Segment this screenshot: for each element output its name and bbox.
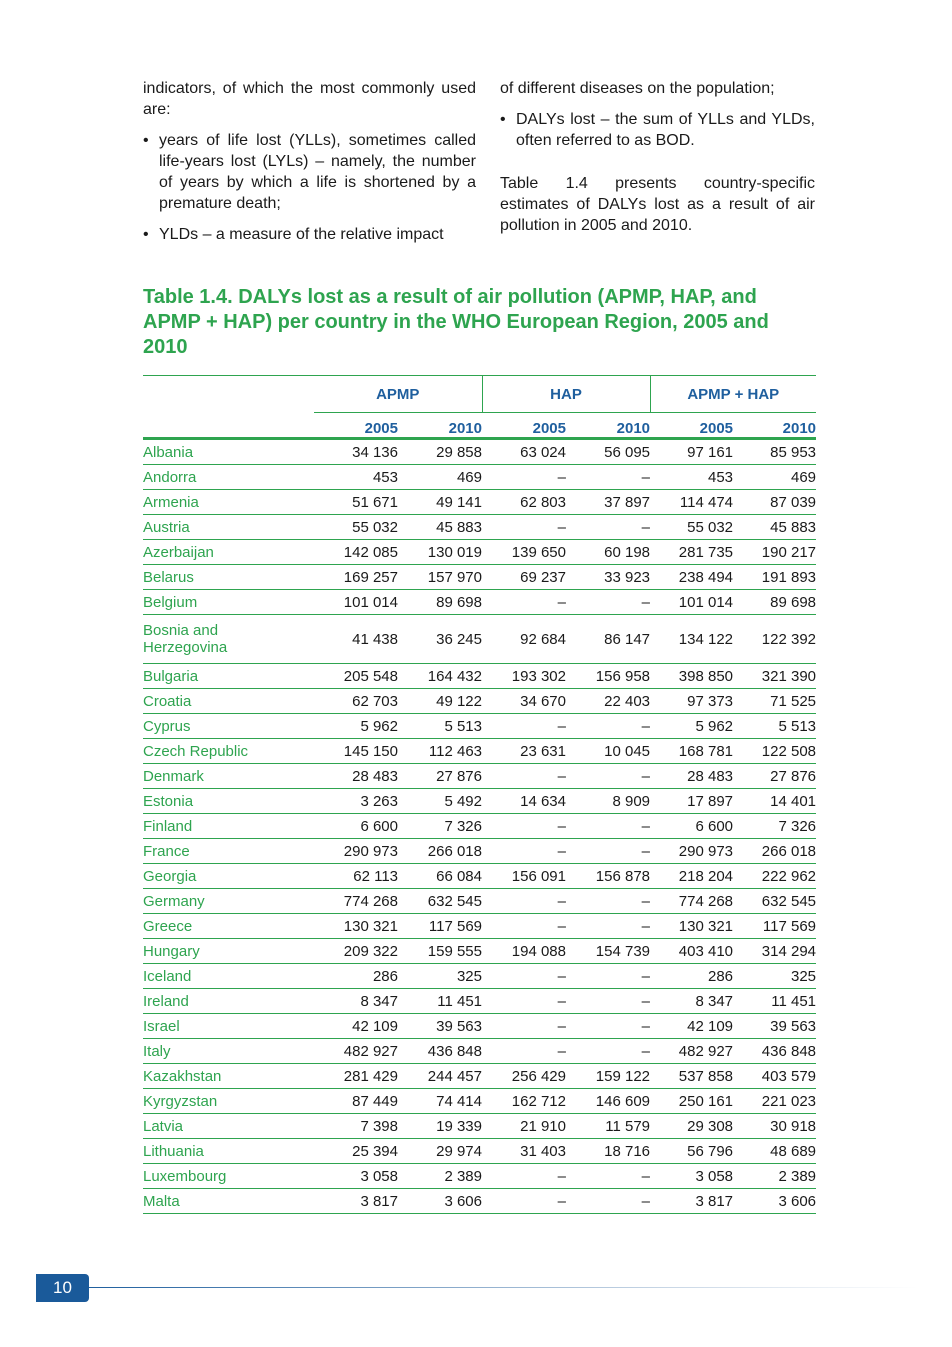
value-cell: – (566, 839, 650, 864)
value-cell: 191 893 (733, 565, 816, 590)
value-cell: 3 263 (314, 789, 398, 814)
table-row (143, 1039, 816, 1064)
value-cell: 11 451 (733, 989, 816, 1014)
year-header-row (143, 413, 816, 439)
value-cell: 19 339 (398, 1114, 482, 1139)
value-cell: 7 326 (733, 814, 816, 839)
value-cell: – (566, 989, 650, 1014)
country-cell: Belgium (143, 590, 314, 615)
value-cell: – (482, 590, 566, 615)
country-cell: Germany (143, 889, 314, 914)
value-cell: – (482, 1189, 566, 1214)
value-cell: – (566, 764, 650, 789)
value-cell: 139 650 (482, 540, 566, 565)
table-row (143, 964, 816, 989)
table-row (143, 540, 816, 565)
value-cell: 3 058 (650, 1164, 733, 1189)
value-cell: 321 390 (733, 664, 816, 689)
value-cell: 6 600 (650, 814, 733, 839)
value-cell: 7 326 (398, 814, 482, 839)
value-cell: 218 204 (650, 864, 733, 889)
value-cell: 63 024 (482, 439, 566, 465)
value-cell: 3 606 (733, 1189, 816, 1214)
value-cell: 7 398 (314, 1114, 398, 1139)
value-cell: 632 545 (733, 889, 816, 914)
table-row (143, 714, 816, 739)
group-header-row (143, 376, 816, 413)
table-row (143, 590, 816, 615)
value-cell: 42 109 (650, 1014, 733, 1039)
value-cell: 162 712 (482, 1089, 566, 1114)
value-cell: 21 910 (482, 1114, 566, 1139)
table-row (143, 664, 816, 689)
group-header-hap: HAP (482, 376, 650, 413)
value-cell: 114 474 (650, 490, 733, 515)
value-cell: 2 389 (398, 1164, 482, 1189)
value-cell: 87 449 (314, 1089, 398, 1114)
country-cell: Bulgaria (143, 664, 314, 689)
value-cell: – (566, 814, 650, 839)
country-cell: Hungary (143, 939, 314, 964)
value-cell: 22 403 (566, 689, 650, 714)
value-cell: 244 457 (398, 1064, 482, 1089)
value-cell: 3 817 (650, 1189, 733, 1214)
value-cell: 89 698 (733, 590, 816, 615)
value-cell: 25 394 (314, 1139, 398, 1164)
value-cell: 194 088 (482, 939, 566, 964)
country-cell: Czech Republic (143, 739, 314, 764)
value-cell: 5 962 (314, 714, 398, 739)
country-cell: Armenia (143, 490, 314, 515)
table-row (143, 1089, 816, 1114)
value-cell: 632 545 (398, 889, 482, 914)
value-cell: 286 (650, 964, 733, 989)
table-row (143, 1014, 816, 1039)
value-cell: 8 347 (650, 989, 733, 1014)
value-cell: 266 018 (398, 839, 482, 864)
value-cell: 256 429 (482, 1064, 566, 1089)
value-cell: 85 953 (733, 439, 816, 465)
table-row (143, 515, 816, 540)
table-row (143, 615, 816, 664)
value-cell: 97 161 (650, 439, 733, 465)
country-cell: Israel (143, 1014, 314, 1039)
country-cell: Malta (143, 1189, 314, 1214)
value-cell: 11 579 (566, 1114, 650, 1139)
value-cell: 34 136 (314, 439, 398, 465)
country-cell: Belarus (143, 565, 314, 590)
value-cell: 86 147 (566, 615, 650, 664)
country-cell: Azerbaijan (143, 540, 314, 565)
value-cell: 89 698 (398, 590, 482, 615)
value-cell: 117 569 (398, 914, 482, 939)
value-cell: 62 803 (482, 490, 566, 515)
value-cell: 5 492 (398, 789, 482, 814)
value-cell: 14 634 (482, 789, 566, 814)
value-cell: – (482, 989, 566, 1014)
value-cell: 122 392 (733, 615, 816, 664)
value-cell: 45 883 (398, 515, 482, 540)
country-cell: Bosnia and Herzegovina (143, 615, 314, 664)
value-cell: – (566, 714, 650, 739)
value-cell: 238 494 (650, 565, 733, 590)
value-cell: 122 508 (733, 739, 816, 764)
value-cell: 29 974 (398, 1139, 482, 1164)
value-cell: – (482, 814, 566, 839)
year-header: 2005 (650, 413, 733, 439)
table-row (143, 565, 816, 590)
country-cell: Georgia (143, 864, 314, 889)
value-cell: 29 858 (398, 439, 482, 465)
value-cell: 5 513 (398, 714, 482, 739)
value-cell: 62 703 (314, 689, 398, 714)
value-cell: 92 684 (482, 615, 566, 664)
value-cell: 436 848 (398, 1039, 482, 1064)
table-row (143, 1139, 816, 1164)
value-cell: 221 023 (733, 1089, 816, 1114)
value-cell: 154 739 (566, 939, 650, 964)
bullet-ylds: • YLDs – a measure of the relative impact (143, 224, 476, 245)
value-cell: 42 109 (314, 1014, 398, 1039)
bullet-dalys: • DALYs lost – the sum of YLLs and YLDs, often referred to as BOD. (500, 109, 815, 151)
country-cell: Italy (143, 1039, 314, 1064)
table-body (143, 439, 816, 1214)
table-row (143, 490, 816, 515)
value-cell: 28 483 (314, 764, 398, 789)
country-cell: France (143, 839, 314, 864)
value-cell: – (566, 1189, 650, 1214)
value-cell: 205 548 (314, 664, 398, 689)
value-cell: – (482, 1014, 566, 1039)
value-cell: 290 973 (650, 839, 733, 864)
value-cell: 156 091 (482, 864, 566, 889)
value-cell: 130 321 (314, 914, 398, 939)
value-cell: – (566, 1039, 650, 1064)
year-header: 2010 (398, 413, 482, 439)
value-cell: 69 237 (482, 565, 566, 590)
value-cell: 193 302 (482, 664, 566, 689)
value-cell: – (482, 914, 566, 939)
page-number: 10 (36, 1274, 89, 1302)
country-cell: Estonia (143, 789, 314, 814)
value-cell: 2 389 (733, 1164, 816, 1189)
value-cell: 55 032 (650, 515, 733, 540)
year-header: 2005 (482, 413, 566, 439)
value-cell: 156 958 (566, 664, 650, 689)
value-cell: 469 (398, 465, 482, 490)
value-cell: – (566, 1014, 650, 1039)
value-cell: 45 883 (733, 515, 816, 540)
table-row (143, 1189, 816, 1214)
value-cell: 101 014 (314, 590, 398, 615)
value-cell: 27 876 (733, 764, 816, 789)
value-cell: 222 962 (733, 864, 816, 889)
value-cell: 146 609 (566, 1089, 650, 1114)
value-cell: 36 245 (398, 615, 482, 664)
value-cell: 49 122 (398, 689, 482, 714)
table-title: Table 1.4. DALYs lost as a result of air pollution (APMP, HAP, and APMP + HAP) per country in the WHO European Region, 2005 and 2010 (143, 286, 769, 358)
value-cell: 48 689 (733, 1139, 816, 1164)
table-row (143, 789, 816, 814)
value-cell: 5 962 (650, 714, 733, 739)
value-cell: 8 909 (566, 789, 650, 814)
value-cell: 281 735 (650, 540, 733, 565)
table-row (143, 1064, 816, 1089)
value-cell: 436 848 (733, 1039, 816, 1064)
value-cell: 453 (650, 465, 733, 490)
value-cell: 101 014 (650, 590, 733, 615)
footer-rule (88, 1287, 918, 1288)
value-cell: 37 897 (566, 490, 650, 515)
country-cell: Kazakhstan (143, 1064, 314, 1089)
value-cell: – (482, 764, 566, 789)
value-cell: 130 019 (398, 540, 482, 565)
value-cell: 39 563 (398, 1014, 482, 1039)
value-cell: 134 122 (650, 615, 733, 664)
country-cell: Cyprus (143, 714, 314, 739)
value-cell: 3 606 (398, 1189, 482, 1214)
value-cell: 51 671 (314, 490, 398, 515)
corner-cell (143, 376, 314, 413)
table-row (143, 989, 816, 1014)
value-cell: 29 308 (650, 1114, 733, 1139)
country-cell: Latvia (143, 1114, 314, 1139)
value-cell: 117 569 (733, 914, 816, 939)
table-row (143, 814, 816, 839)
table-row (143, 839, 816, 864)
value-cell: 18 716 (566, 1139, 650, 1164)
text-column-right (500, 78, 815, 246)
country-cell: Denmark (143, 764, 314, 789)
value-cell: 33 923 (566, 565, 650, 590)
group-header-apmp-hap: APMP + HAP (650, 376, 816, 413)
table-row (143, 914, 816, 939)
value-cell: 60 198 (566, 540, 650, 565)
country-cell: Greece (143, 914, 314, 939)
intro-paragraph: indicators, of which the most commonly used are: (143, 80, 476, 118)
value-cell: 28 483 (650, 764, 733, 789)
value-cell: 39 563 (733, 1014, 816, 1039)
table-row (143, 439, 816, 465)
value-cell: 10 045 (566, 739, 650, 764)
table-row (143, 864, 816, 889)
value-cell: 169 257 (314, 565, 398, 590)
country-cell: Austria (143, 515, 314, 540)
value-cell: – (566, 964, 650, 989)
value-cell: 286 (314, 964, 398, 989)
value-cell: 30 918 (733, 1114, 816, 1139)
bullet-ylls: • years of life lost (YLLs), sometimes called life-years lost (LYLs) – namely, the number of years by which a life is shortened by a premature death; (143, 130, 476, 214)
value-cell: – (566, 1164, 650, 1189)
value-cell: – (566, 515, 650, 540)
value-cell: 774 268 (650, 889, 733, 914)
value-cell: 55 032 (314, 515, 398, 540)
value-cell: 325 (398, 964, 482, 989)
value-cell: 71 525 (733, 689, 816, 714)
value-cell: – (566, 590, 650, 615)
value-cell: 41 438 (314, 615, 398, 664)
table-row (143, 689, 816, 714)
country-cell: Finland (143, 814, 314, 839)
table-row (143, 939, 816, 964)
value-cell: 164 432 (398, 664, 482, 689)
value-cell: 250 161 (650, 1089, 733, 1114)
value-cell: 157 970 (398, 565, 482, 590)
value-cell: 314 294 (733, 939, 816, 964)
value-cell: 145 150 (314, 739, 398, 764)
table-intro-paragraph: Table 1.4 presents country-specific estimates of DALYs lost as a result of air pollution in 2005 and 2010. (500, 175, 815, 234)
year-header: 2010 (566, 413, 650, 439)
value-cell: 142 085 (314, 540, 398, 565)
value-cell: 469 (733, 465, 816, 490)
table-row (143, 1114, 816, 1139)
value-cell: – (482, 889, 566, 914)
country-header (143, 413, 314, 439)
value-cell: 11 451 (398, 989, 482, 1014)
country-cell: Iceland (143, 964, 314, 989)
country-cell: Ireland (143, 989, 314, 1014)
table-row (143, 465, 816, 490)
value-cell: 453 (314, 465, 398, 490)
value-cell: 27 876 (398, 764, 482, 789)
value-cell: 97 373 (650, 689, 733, 714)
value-cell: – (482, 1164, 566, 1189)
value-cell: 3 817 (314, 1189, 398, 1214)
country-cell: Andorra (143, 465, 314, 490)
value-cell: 266 018 (733, 839, 816, 864)
value-cell: – (482, 714, 566, 739)
value-cell: 774 268 (314, 889, 398, 914)
value-cell: 31 403 (482, 1139, 566, 1164)
value-cell: – (482, 465, 566, 490)
value-cell: 482 927 (650, 1039, 733, 1064)
value-cell: 34 670 (482, 689, 566, 714)
value-cell: 190 217 (733, 540, 816, 565)
value-cell: 56 796 (650, 1139, 733, 1164)
country-cell: Croatia (143, 689, 314, 714)
table-row (143, 764, 816, 789)
value-cell: 87 039 (733, 490, 816, 515)
value-cell: 159 555 (398, 939, 482, 964)
value-cell: 74 414 (398, 1089, 482, 1114)
value-cell: – (566, 914, 650, 939)
value-cell: 112 463 (398, 739, 482, 764)
value-cell: 209 322 (314, 939, 398, 964)
table-row (143, 889, 816, 914)
value-cell: 56 095 (566, 439, 650, 465)
value-cell: – (566, 889, 650, 914)
country-cell: Albania (143, 439, 314, 465)
dalys-table (143, 375, 816, 1214)
value-cell: 66 084 (398, 864, 482, 889)
value-cell: 6 600 (314, 814, 398, 839)
value-cell: 403 410 (650, 939, 733, 964)
value-cell: 398 850 (650, 664, 733, 689)
value-cell: – (482, 839, 566, 864)
value-cell: 8 347 (314, 989, 398, 1014)
continuation-paragraph: of different diseases on the population; (500, 80, 775, 97)
year-header: 2010 (733, 413, 816, 439)
value-cell: 290 973 (314, 839, 398, 864)
table-row (143, 739, 816, 764)
value-cell: 325 (733, 964, 816, 989)
value-cell: 23 631 (482, 739, 566, 764)
value-cell: 130 321 (650, 914, 733, 939)
value-cell: 5 513 (733, 714, 816, 739)
value-cell: – (482, 1039, 566, 1064)
value-cell: 14 401 (733, 789, 816, 814)
value-cell: 62 113 (314, 864, 398, 889)
value-cell: 49 141 (398, 490, 482, 515)
value-cell: 156 878 (566, 864, 650, 889)
value-cell: – (566, 465, 650, 490)
text-column-left (143, 78, 476, 255)
country-cell: Kyrgyzstan (143, 1089, 314, 1114)
country-cell: Lithuania (143, 1139, 314, 1164)
country-cell: Luxembourg (143, 1164, 314, 1189)
value-cell: 159 122 (566, 1064, 650, 1089)
value-cell: 168 781 (650, 739, 733, 764)
year-header: 2005 (314, 413, 398, 439)
value-cell: – (482, 515, 566, 540)
table-row (143, 1164, 816, 1189)
value-cell: 3 058 (314, 1164, 398, 1189)
value-cell: 482 927 (314, 1039, 398, 1064)
group-header-apmp: APMP (314, 376, 482, 413)
value-cell: – (482, 964, 566, 989)
value-cell: 537 858 (650, 1064, 733, 1089)
value-cell: 403 579 (733, 1064, 816, 1089)
value-cell: 281 429 (314, 1064, 398, 1089)
value-cell: 17 897 (650, 789, 733, 814)
